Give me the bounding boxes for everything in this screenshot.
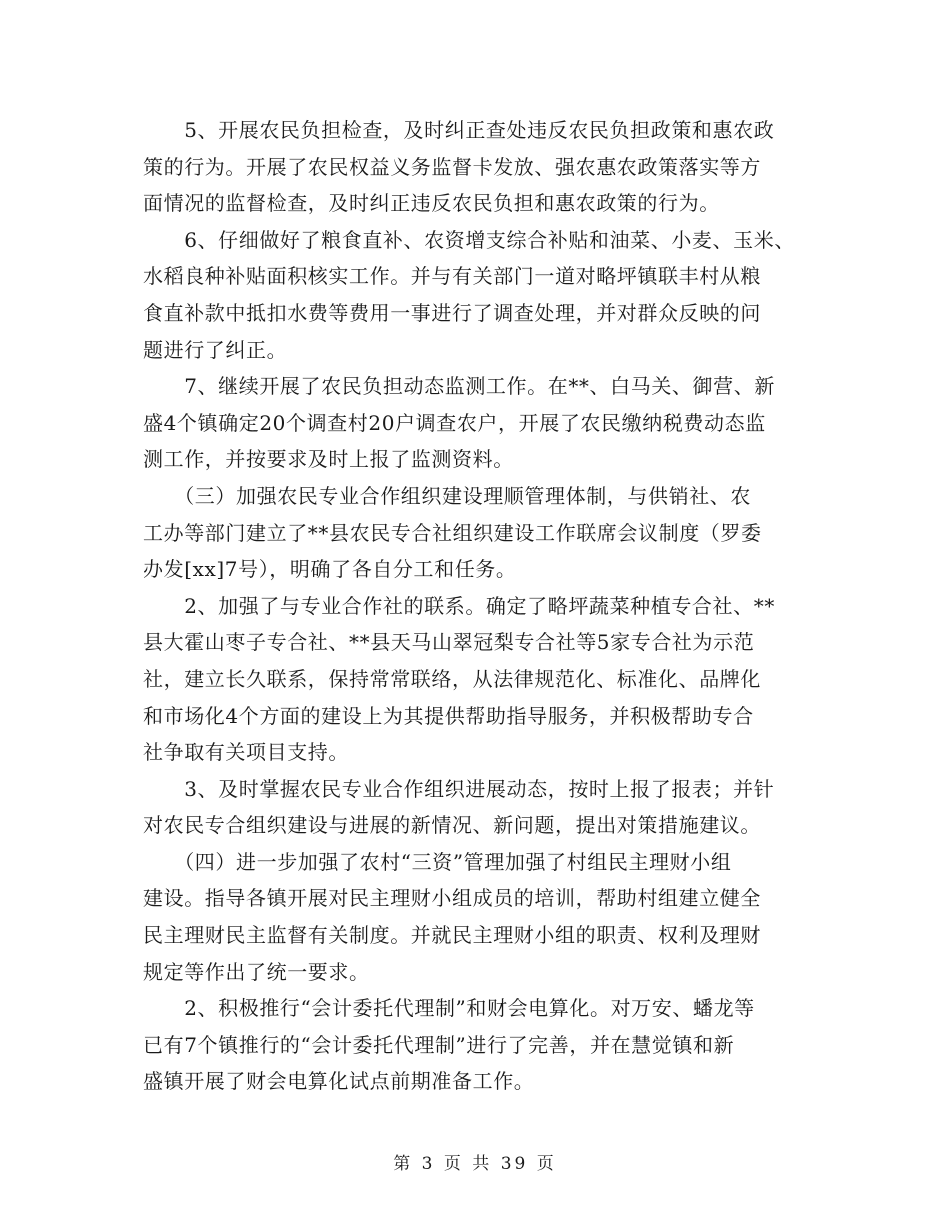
paragraph — [143, 368, 823, 478]
paragraph — [143, 222, 823, 368]
paragraph — [143, 478, 823, 588]
text-line: 策的行为。开展了农民权益义务监督卡发放、强农惠农政策落实等方 — [143, 154, 761, 179]
text-line: 食直补款中抵扣水费等费用一事进行了调查处理，并对群众反映的问 — [143, 300, 761, 325]
text-line: 民主理财民主监督有关制度。并就民主理财小组的职责、权利及理财 — [143, 923, 761, 948]
text-line: 对农民专合组织建设与进展的新情况、新问题，提出对策措施建议。 — [143, 813, 761, 838]
text-line: 县大霍山枣子专合社、**县天马山翠冠梨专合社等5家专合社为示范 — [143, 630, 755, 655]
text-line: （三）加强农民专业合作组织建设理顺管理体制，与供销社、农 — [143, 483, 751, 508]
paragraph — [143, 844, 823, 990]
text-line: 社，建立长久联系，保持常常联络，从法律规范化、标准化、品牌化 — [143, 666, 761, 691]
text-line: 2、加强了与专业合作社的联系。确定了略坪蔬菜种植专合社、** — [143, 593, 775, 618]
paragraph — [143, 112, 823, 222]
text-line: 5、开展农民负担检查，及时纠正查处违反农民负担政策和惠农政 — [143, 118, 775, 142]
paragraph — [143, 771, 823, 844]
text-line: 工办等部门建立了**县农民专合社组织建设工作联席会议制度（罗委 — [143, 520, 762, 545]
text-line: 规定等作出了统一要求。 — [143, 959, 370, 984]
text-line: 测工作，并按要求及时上报了监测资料。 — [143, 447, 514, 472]
text-line: （四）进一步加强了农村“三资”管理加强了村组民主理财小组 — [143, 849, 732, 874]
text-line: 水稻良种补贴面积核实工作。并与有关部门一道对略坪镇联丰村从粮 — [143, 264, 761, 289]
text-line: 已有7个镇推行的“会计委托代理制”进行了完善，并在慧觉镇和新 — [143, 1032, 735, 1057]
text-line: 题进行了纠正。 — [143, 337, 288, 362]
text-line: 和市场化4个方面的建设上为其提供帮助指导服务，并积极帮助专合 — [143, 703, 754, 728]
text-line: 盛镇开展了财会电算化试点前期准备工作。 — [143, 1069, 535, 1094]
page-number-footer: 第 3 页 共 39 页 — [393, 1154, 557, 1174]
text-line: 面情况的监督检查，及时纠正违反农民负担和惠农政策的行为。 — [143, 191, 720, 216]
text-line: 盛4个镇确定20个调查村20户调查农户，开展了农民缴纳税费动态监 — [143, 410, 766, 435]
document-body — [143, 112, 823, 1100]
text-line: 建设。指导各镇开展对民主理财小组成员的培训，帮助村组建立健全 — [143, 886, 761, 911]
text-line: 6、仔细做好了粮食直补、农资增支综合补贴和油菜、小麦、玉米、 — [143, 227, 795, 252]
paragraph — [143, 588, 823, 771]
paragraph — [143, 990, 823, 1100]
text-line: 2、积极推行“会计委托代理制”和财会电算化。对万安、蟠龙等 — [143, 996, 755, 1021]
text-line: 办发[xx]7号），明确了各自分工和任务。 — [143, 557, 517, 582]
text-line: 社争取有关项目支持。 — [143, 740, 349, 765]
text-line: 3、及时掌握农民专业合作组织进展动态，按时上报了报表；并针 — [143, 776, 775, 801]
text-line: 7、继续开展了农民负担动态监测工作。在**、白马关、御营、新 — [143, 374, 775, 399]
